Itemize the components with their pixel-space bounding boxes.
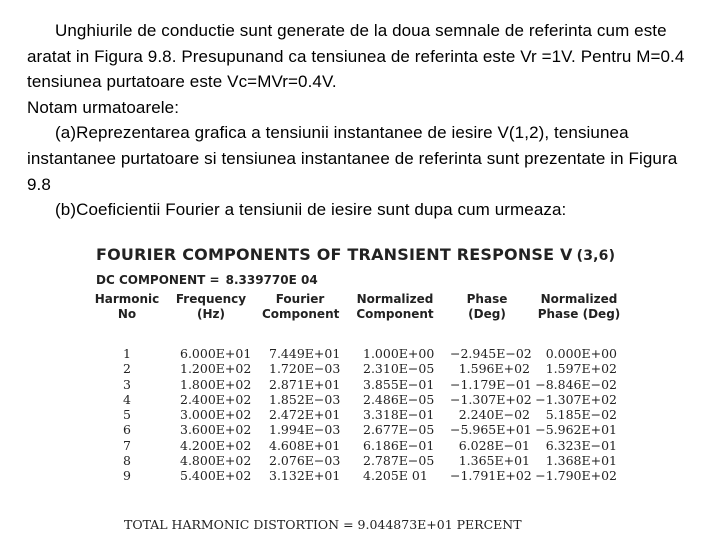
fourier-figure	[92, 243, 632, 533]
cell-frequency: 4.800E+02	[180, 453, 252, 469]
figure-title	[96, 245, 615, 264]
cell-phase: −1.179E−01	[450, 376, 532, 392]
table-row	[92, 392, 632, 407]
cell-normalized-component: 2.486E−05	[363, 391, 435, 407]
cell-fourier: 7.449E+01	[269, 346, 341, 361]
intro-paragraph-3: (a)Reprezentarea grafica a tensiunii instantanee de iesire V(1,2), tensiunea instantanee purtatoare si tensiunea instantanee de referinta sunt prezentate in Figura 9.8	[27, 123, 678, 194]
cell-frequency: 4.200E+02	[180, 437, 252, 453]
header-harmonic-line2: No	[117, 307, 137, 321]
cell-normalized-phase: −1.790E+02	[535, 468, 617, 484]
table-row	[92, 453, 632, 468]
cell-harmonic: 5	[123, 407, 131, 423]
header-frequency-line2: (Hz)	[197, 307, 225, 321]
table-row	[92, 361, 632, 376]
figure-title-text: FOURIER COMPONENTS OF TRANSIENT RESPONSE V	[96, 245, 573, 264]
cell-fourier: 2.472E+01	[269, 407, 341, 423]
cell-fourier: 1.720E−03	[269, 361, 341, 377]
cell-normalized-component: 6.186E−01	[363, 437, 435, 453]
table-row	[92, 346, 632, 361]
cell-fourier: 1.852E−03	[269, 391, 341, 407]
header-fourier-line1: Fourier	[275, 292, 325, 306]
header-fourier	[262, 292, 338, 322]
table-row	[92, 438, 632, 453]
cell-fourier: 2.076E−03	[269, 453, 341, 469]
header-normalized-phase	[536, 292, 622, 322]
cell-normalized-phase: 5.185E−02	[545, 407, 617, 423]
cell-normalized-component: 3.855E−01	[363, 376, 435, 392]
figure-title-node: (3,6)	[576, 248, 616, 264]
cell-harmonic: 9	[123, 468, 131, 484]
table-row	[92, 407, 632, 422]
cell-phase: 1.365E+01	[458, 453, 530, 469]
cell-fourier: 1.994E−03	[269, 422, 341, 438]
dc-component	[96, 273, 318, 287]
cell-normalized-phase: 1.597E+02	[545, 361, 617, 377]
cell-normalized-component: 1.000E+00	[363, 346, 435, 361]
header-phase-line2: (Deg)	[468, 307, 506, 321]
intro-paragraph-4: (b)Coeficientii Fourier a tensiunii de iesire sunt dupa cum urmeaza:	[55, 200, 567, 220]
dc-label: DC COMPONENT =	[96, 273, 220, 287]
table-row	[92, 468, 632, 483]
dc-value: 8.339770E 04	[225, 273, 318, 287]
header-normalized-component-line1: Normalized	[356, 292, 434, 306]
header-harmonic-line1: Harmonic	[94, 292, 160, 306]
cell-phase: −1.307E+02	[450, 391, 532, 407]
cell-normalized-phase: −5.962E+01	[535, 422, 617, 438]
cell-frequency: 1.800E+02	[180, 376, 252, 392]
cell-harmonic: 8	[123, 453, 131, 469]
intro-paragraph-1: Unghiurile de conductie sunt generate de la doua semnale de referinta cum este aratat in Figura 9.8. Presupunand ca tensiunea de referinta este Vr =1V. Pentru M=0.4 tensiunea purtatoare este Vc=MVr=0.4V.	[27, 21, 685, 92]
cell-phase: 2.240E−02	[458, 407, 530, 423]
table-row	[92, 422, 632, 437]
cell-normalized-phase: 0.000E+00	[545, 346, 617, 361]
cell-harmonic: 7	[123, 437, 131, 453]
cell-normalized-component: 4.205E 01	[363, 468, 428, 484]
cell-normalized-component: 3.318E−01	[363, 407, 435, 423]
cell-normalized-phase: 1.368E+01	[545, 453, 617, 469]
cell-normalized-component: 2.677E−05	[363, 422, 435, 438]
header-normalized-component	[354, 292, 436, 322]
cell-harmonic: 3	[123, 376, 131, 392]
cell-phase: −5.965E+01	[450, 422, 532, 438]
table-row	[92, 377, 632, 392]
cell-normalized-phase: 6.323E−01	[545, 437, 617, 453]
cell-harmonic: 1	[123, 346, 131, 361]
header-phase-line1: Phase	[466, 292, 508, 306]
cell-frequency: 2.400E+02	[180, 391, 252, 407]
header-phase	[456, 292, 518, 322]
cell-normalized-component: 2.310E−05	[363, 361, 435, 377]
header-normalized-phase-line2: Phase (Deg)	[537, 307, 621, 321]
cell-phase: −1.791E+02	[450, 468, 532, 484]
cell-frequency: 3.000E+02	[180, 407, 252, 423]
cell-frequency: 1.200E+02	[180, 361, 252, 377]
cell-harmonic: 2	[123, 361, 131, 377]
cell-phase: 1.596E+02	[458, 361, 530, 377]
total-harmonic-distortion: TOTAL HARMONIC DISTORTION = 9.044873E+01 PERCENT	[124, 517, 522, 532]
intro-text	[27, 18, 699, 223]
header-harmonic	[92, 292, 162, 322]
header-normalized-component-line2: Component	[356, 307, 434, 321]
cell-harmonic: 6	[123, 422, 131, 438]
cell-normalized-phase: −1.307E+02	[535, 391, 617, 407]
cell-frequency: 6.000E+01	[180, 346, 252, 361]
cell-normalized-phase: −8.846E−02	[535, 376, 617, 392]
cell-frequency: 5.400E+02	[180, 468, 252, 484]
header-frequency-line1: Frequency	[175, 292, 247, 306]
header-frequency	[174, 292, 248, 322]
cell-fourier: 4.608E+01	[269, 437, 341, 453]
cell-phase: −2.945E−02	[450, 346, 532, 361]
fourier-table	[92, 346, 632, 484]
cell-fourier: 3.132E+01	[269, 468, 341, 484]
cell-frequency: 3.600E+02	[180, 422, 252, 438]
header-fourier-line2: Component	[262, 307, 340, 321]
cell-harmonic: 4	[123, 391, 131, 407]
cell-phase: 6.028E−01	[458, 437, 530, 453]
cell-normalized-component: 2.787E−05	[363, 453, 435, 469]
cell-fourier: 2.871E+01	[269, 376, 341, 392]
intro-paragraph-2: Notam urmatoarele:	[27, 97, 180, 117]
header-normalized-phase-line1: Normalized	[540, 292, 618, 306]
